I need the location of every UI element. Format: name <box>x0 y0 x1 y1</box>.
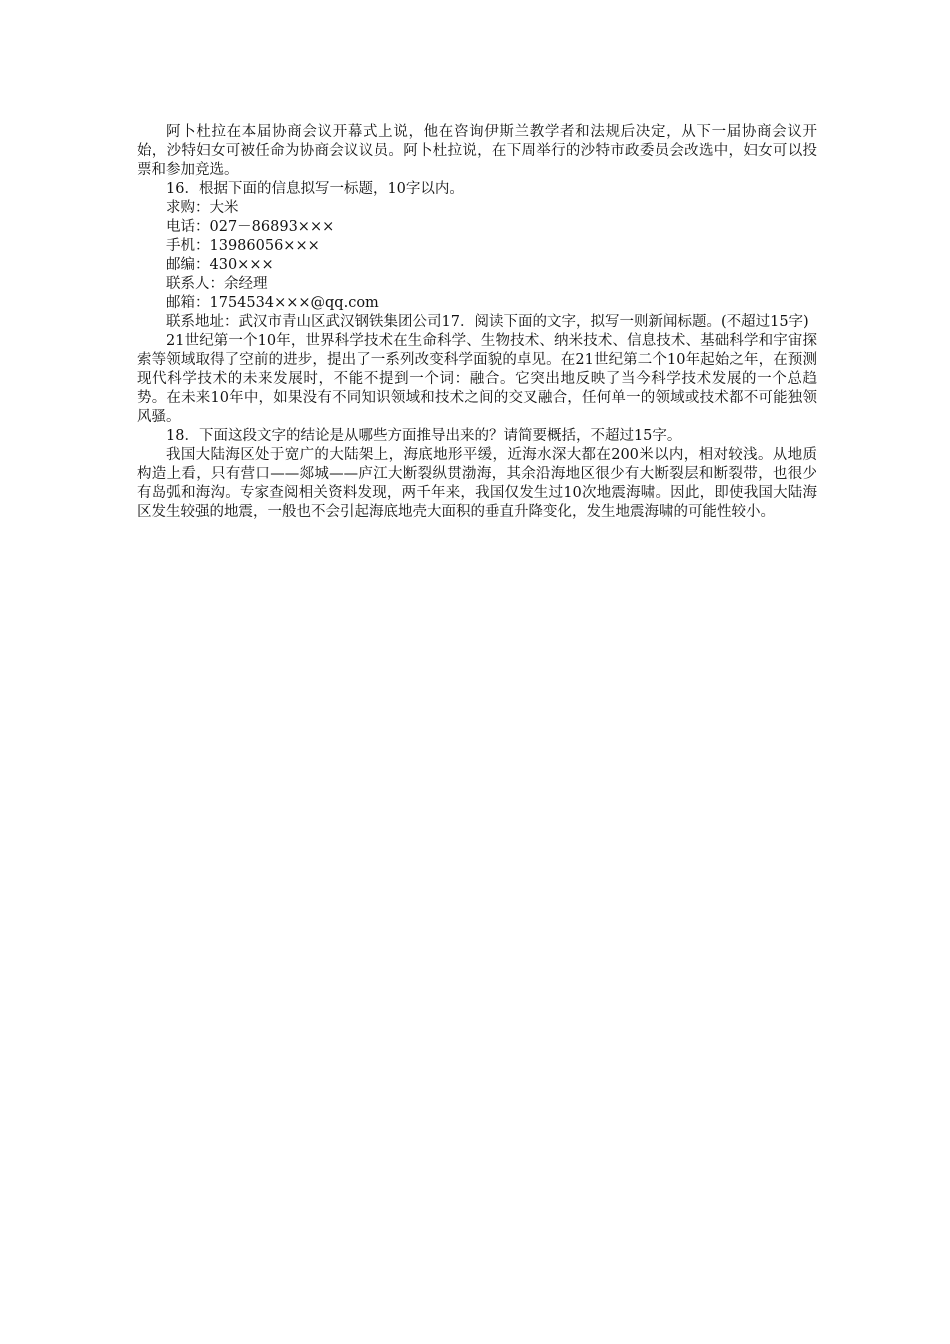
question-18-passage: 我国大陆海区处于宽广的大陆架上，海底地形平缓，近海水深大都在200米以内，相对较浅。从地质构造上看，只有营口——郯城——庐江大断裂纵贯渤海，其余沿海地区很少有大断裂层和断裂带，也很少有岛弧和海沟。专家查阅相关资料发现，两千年来，我国仅发生过10次地震海啸。因此，即使我国大陆海区发生较强的地震，一般也不会引起海底地壳大面积的垂直升降变化，发生地震海啸的可能性较小。 <box>137 447 817 520</box>
question-17-passage: 21世纪第一个10年，世界科学技术在生命科学、生物技术、纳米技术、信息技术、基础科学和宇宙探索等领域取得了空前的进步，提出了一系列改变科学面貌的卓见。在21世纪第二个10年起始之年，在预测现代科学技术的未来发展时，不能不提到一个词：融合。它突出地反映了当今科学技术发展的一个总趋势。在未来10年中，如果没有不同知识领域和技术之间的交叉融合，任何单一的领域或技术都不可能独领风骚。 <box>137 333 817 425</box>
question-16: 16．根据下面的信息拟写一标题，10字以内。 <box>166 181 464 197</box>
info-line-phone: 电话：027－86893××× <box>166 219 335 235</box>
address-and-question-17: 联系地址：武汉市青山区武汉钢铁集团公司17．阅读下面的文字，拟写一则新闻标题。(不超过15字) <box>166 314 809 330</box>
info-line-mobile: 手机：13986056××× <box>166 238 320 254</box>
info-line-purchase: 求购：大米 <box>166 200 239 216</box>
question-18: 18．下面这段文字的结论是从哪些方面推导出来的？请简要概括，不超过15字。 <box>166 428 682 444</box>
info-line-contact: 联系人：余经理 <box>166 276 268 292</box>
document-body <box>137 123 817 522</box>
info-line-email: 邮箱：1754534×××@qq.com <box>166 295 379 311</box>
info-line-postcode: 邮编：430××× <box>166 257 274 273</box>
intro-paragraph: 阿卜杜拉在本届协商会议开幕式上说，他在咨询伊斯兰教学者和法规后决定，从下一届协商会议开始，沙特妇女可被任命为协商会议议员。阿卜杜拉说，在下周举行的沙特市政委员会改选中，妇女可以投票和参加竞选。 <box>137 124 817 178</box>
